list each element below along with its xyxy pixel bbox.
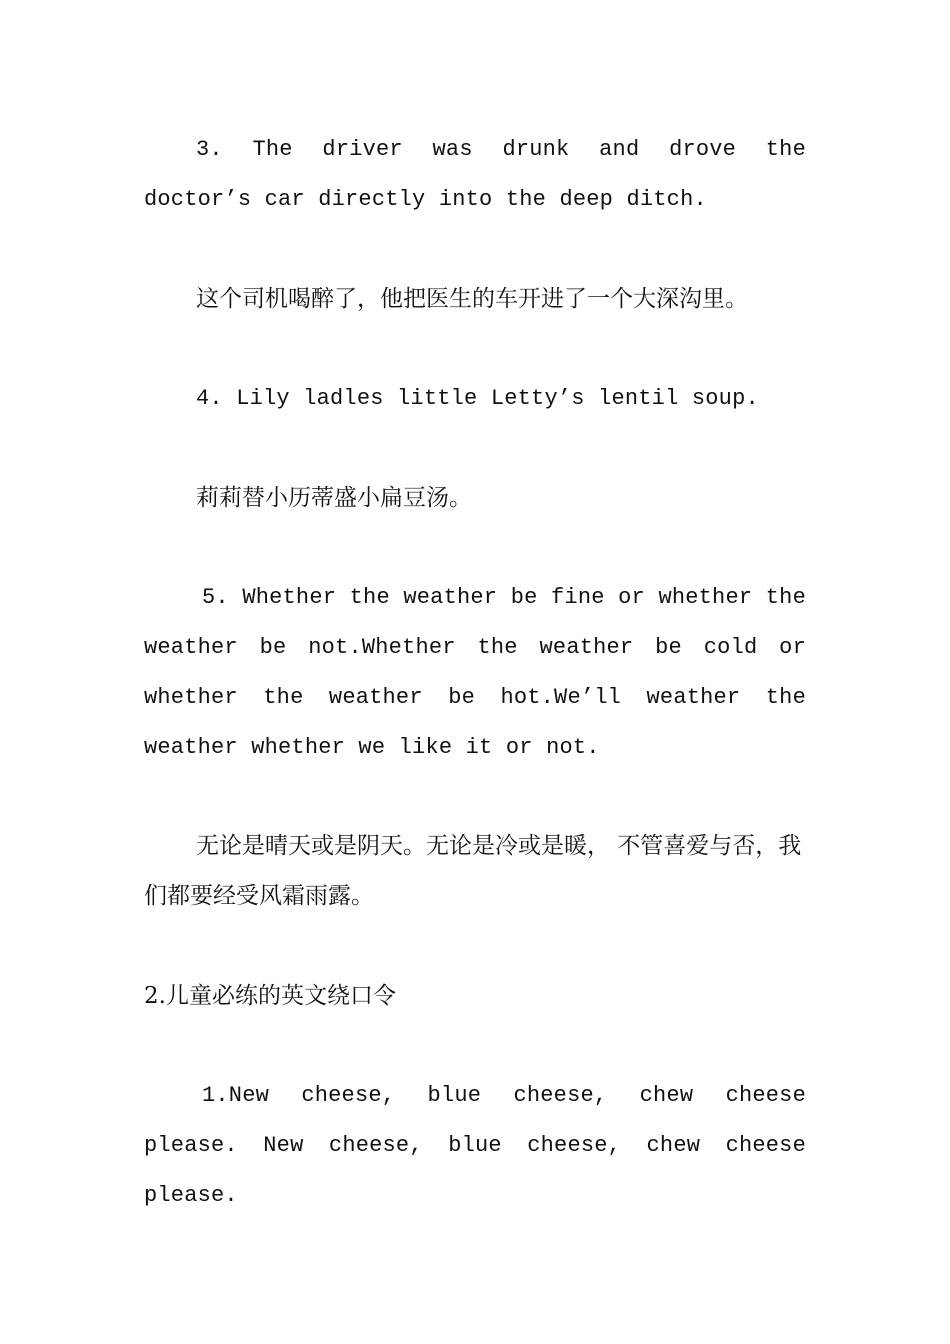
tongue-twister-4-english: 4. Lily ladles little Letty’s lentil soup. (196, 386, 759, 411)
tongue-twister-5-chinese: 无论是晴天或是阴天。无论是冷或是暖， 不管喜爱与否，我们都要经受风霜雨露。 (144, 833, 802, 909)
section-heading: 2.儿童必练的英文绕口令 (144, 983, 396, 1009)
tongue-twister-3-english: 3. The driver was drunk and drove the doctor’s car directly into the deep ditch. (144, 137, 806, 212)
tongue-twister-5-english: 5. Whether the weather be fine or whether the weather be not.Whether the weather be cold or whether the weather be hot.We’ll weather the weather whether we like it or not. (144, 585, 806, 760)
tongue-twister-4-chinese: 莉莉替小历蒂盛小扁豆汤。 (196, 485, 472, 511)
children-tongue-twister-1-english: 1.New cheese, blue cheese, chew cheese please. New cheese, blue cheese, chew cheese please. (144, 1083, 806, 1208)
tongue-twister-3-chinese: 这个司机喝醉了，他把医生的车开进了一个大深沟里。 (196, 286, 748, 312)
